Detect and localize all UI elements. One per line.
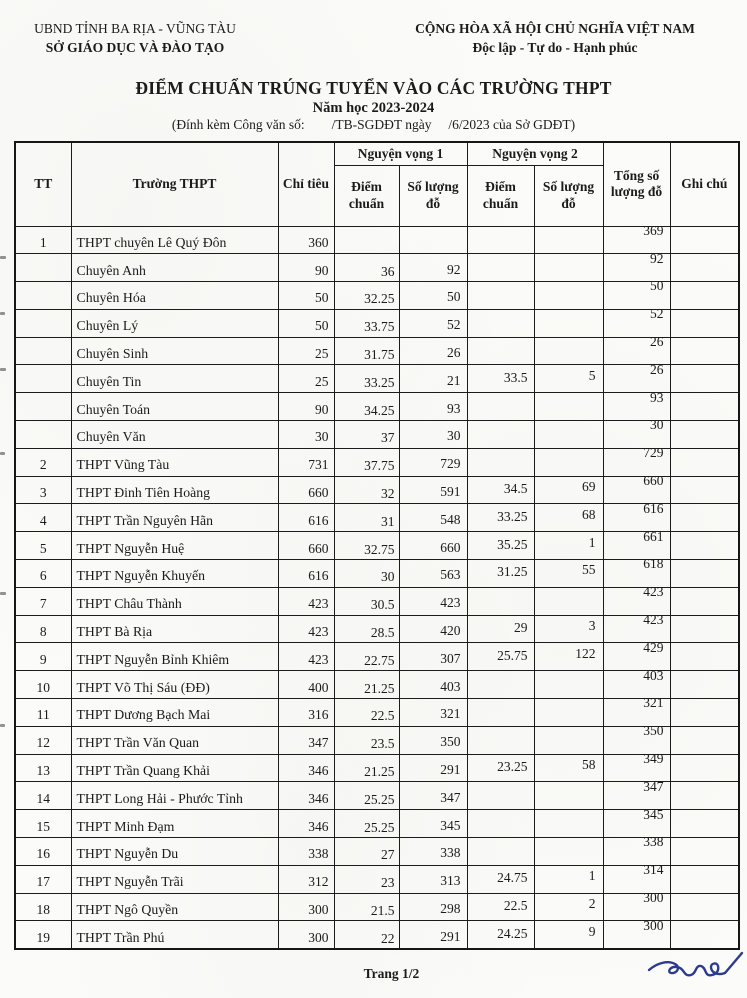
cell-tt	[15, 393, 71, 421]
cell-total-passed: 345	[603, 810, 670, 838]
cell-school-name: THPT Trần Văn Quan	[71, 726, 278, 754]
cell-nv1-passed: 291	[399, 754, 467, 782]
cell-nv2-score: 23.25	[467, 754, 534, 782]
cell-nv2-passed	[534, 393, 603, 421]
cell-nv2-passed	[534, 782, 603, 810]
table-row	[15, 337, 739, 365]
cell-total-passed: 616	[603, 504, 670, 532]
cell-note	[670, 309, 739, 337]
cell-nv1-score: 34.25	[334, 393, 399, 421]
table-row	[15, 782, 739, 810]
table-row	[15, 615, 739, 643]
cell-nv1-score: 22	[334, 921, 399, 949]
cell-nv1-score: 32	[334, 476, 399, 504]
table-row	[15, 532, 739, 560]
cell-nv2-passed: 55	[534, 560, 603, 588]
cell-school-name: THPT Nguyễn Du	[71, 838, 278, 866]
cell-nv2-score: 24.75	[467, 865, 534, 893]
cell-nv2-passed	[534, 226, 603, 254]
cell-nv2-score: 34.5	[467, 476, 534, 504]
cell-quota: 316	[278, 699, 334, 727]
cell-nv1-score: 27	[334, 838, 399, 866]
cell-total-passed: 338	[603, 838, 670, 866]
cell-total-passed: 349	[603, 754, 670, 782]
cell-tt	[15, 337, 71, 365]
col-header-nv2: Nguyện vọng 2	[467, 142, 603, 165]
cell-nv2-score	[467, 309, 534, 337]
table-row	[15, 865, 739, 893]
cell-total-passed: 300	[603, 921, 670, 949]
cell-tt	[15, 421, 71, 449]
table-row	[15, 838, 739, 866]
cell-nv1-score: 32.25	[334, 282, 399, 310]
table-row	[15, 309, 739, 337]
cell-note	[670, 560, 739, 588]
table-row	[15, 476, 739, 504]
cell-school-name: THPT Nguyễn Bỉnh Khiêm	[71, 643, 278, 671]
cell-note	[670, 365, 739, 393]
cell-nv1-passed: 563	[399, 560, 467, 588]
cell-nv1-passed: 30	[399, 421, 467, 449]
cell-nv1-passed: 313	[399, 865, 467, 893]
cell-school-name: Chuyên Anh	[71, 254, 278, 282]
scan-artifact	[0, 724, 5, 727]
cell-nv1-passed: 291	[399, 921, 467, 949]
cell-total-passed: 52	[603, 309, 670, 337]
col-header-nv1: Nguyện vọng 1	[334, 142, 467, 165]
cell-school-name: THPT Long Hải - Phước Tỉnh	[71, 782, 278, 810]
table-row	[15, 643, 739, 671]
table-row	[15, 587, 739, 615]
cell-nv1-score: 36	[334, 254, 399, 282]
cell-quota: 346	[278, 810, 334, 838]
cell-tt: 10	[15, 671, 71, 699]
cell-nv2-score	[467, 393, 534, 421]
cell-nv1-score: 31	[334, 504, 399, 532]
cell-nv2-score	[467, 726, 534, 754]
cell-tt: 8	[15, 615, 71, 643]
cell-nv2-score: 33.5	[467, 365, 534, 393]
cell-nv2-passed	[534, 309, 603, 337]
agency-parent: UBND TỈNH BA RỊA - VŨNG TÀU	[34, 21, 236, 36]
table-row	[15, 810, 739, 838]
cell-school-name: THPT Võ Thị Sáu (ĐĐ)	[71, 671, 278, 699]
cell-nv1-passed: 345	[399, 810, 467, 838]
cell-nv1-score: 22.5	[334, 699, 399, 727]
cell-quota: 423	[278, 615, 334, 643]
cell-quota: 423	[278, 643, 334, 671]
table-header	[15, 142, 739, 226]
cell-school-name: THPT Minh Đạm	[71, 810, 278, 838]
cell-tt: 18	[15, 893, 71, 921]
cell-note	[670, 532, 739, 560]
cell-nv1-score: 30.5	[334, 587, 399, 615]
cell-nv1-passed: 423	[399, 587, 467, 615]
table-row	[15, 448, 739, 476]
cell-school-name: Chuyên Lý	[71, 309, 278, 337]
cell-total-passed: 347	[603, 782, 670, 810]
cell-total-passed: 30	[603, 421, 670, 449]
cell-nv1-passed: 52	[399, 309, 467, 337]
cell-total-passed: 350	[603, 726, 670, 754]
table-row	[15, 254, 739, 282]
col-header-nv1-passed: Số lượng đỗ	[399, 165, 467, 226]
cell-quota: 616	[278, 560, 334, 588]
cell-nv1-passed: 660	[399, 532, 467, 560]
cell-tt	[15, 254, 71, 282]
table-row	[15, 504, 739, 532]
cell-nv2-passed	[534, 587, 603, 615]
cell-school-name: THPT Nguyễn Huệ	[71, 532, 278, 560]
cell-note	[670, 643, 739, 671]
cell-nv1-passed: 21	[399, 365, 467, 393]
cell-total-passed: 729	[603, 448, 670, 476]
cell-tt: 6	[15, 560, 71, 588]
col-header-total: Tổng số lượng đỗ	[603, 142, 670, 226]
cell-nv1-score: 21.25	[334, 671, 399, 699]
cell-nv2-passed: 58	[534, 754, 603, 782]
cell-total-passed: 423	[603, 615, 670, 643]
table-row	[15, 699, 739, 727]
cell-nv2-passed	[534, 838, 603, 866]
cell-nv2-passed	[534, 421, 603, 449]
cell-total-passed: 300	[603, 893, 670, 921]
cell-school-name: Chuyên Tin	[71, 365, 278, 393]
cell-nv2-passed	[534, 448, 603, 476]
cell-school-name: THPT Vũng Tàu	[71, 448, 278, 476]
cell-nv2-score: 35.25	[467, 532, 534, 560]
cell-nv2-passed: 1	[534, 532, 603, 560]
cell-nv2-score: 29	[467, 615, 534, 643]
cell-nv1-passed: 729	[399, 448, 467, 476]
cell-nv2-score: 25.75	[467, 643, 534, 671]
cell-nv1-passed: 93	[399, 393, 467, 421]
cell-quota: 30	[278, 421, 334, 449]
col-header-school: Trường THPT	[71, 142, 278, 226]
cell-nv1-score: 25.25	[334, 810, 399, 838]
cell-tt: 16	[15, 838, 71, 866]
cell-tt: 3	[15, 476, 71, 504]
cell-nv2-passed: 5	[534, 365, 603, 393]
cell-nv1-score: 33.25	[334, 365, 399, 393]
cell-total-passed: 403	[603, 671, 670, 699]
cell-nv1-passed: 347	[399, 782, 467, 810]
cell-nv2-score	[467, 337, 534, 365]
table-body	[15, 222, 739, 949]
col-header-nv2-passed: Số lượng đỗ	[534, 165, 603, 226]
table-row	[15, 226, 739, 254]
table-row	[15, 560, 739, 588]
scan-artifact	[0, 312, 5, 315]
cell-nv1-passed: 548	[399, 504, 467, 532]
scan-artifact	[0, 592, 6, 595]
cell-total-passed: 92	[603, 254, 670, 282]
cell-nv1-passed: 420	[399, 615, 467, 643]
cell-total-passed: 429	[603, 643, 670, 671]
cell-nv2-score: 24.25	[467, 921, 534, 949]
cell-quota: 423	[278, 587, 334, 615]
cell-note	[670, 726, 739, 754]
cell-total-passed: 661	[603, 532, 670, 560]
cell-nv2-passed: 9	[534, 921, 603, 949]
cell-note	[670, 226, 739, 254]
cell-nv1-passed: 50	[399, 282, 467, 310]
cell-school-name: THPT Trần Phú	[71, 921, 278, 949]
cell-nv2-passed: 69	[534, 476, 603, 504]
cell-nv2-score	[467, 587, 534, 615]
cell-quota: 300	[278, 893, 334, 921]
cell-school-name: Chuyên Sinh	[71, 337, 278, 365]
cell-nv2-passed	[534, 254, 603, 282]
cell-nv1-score: 28.5	[334, 615, 399, 643]
cell-quota: 312	[278, 865, 334, 893]
cell-note	[670, 865, 739, 893]
cell-nv1-passed: 26	[399, 337, 467, 365]
cell-total-passed: 618	[603, 560, 670, 588]
cell-nv2-passed: 3	[534, 615, 603, 643]
cell-nv1-passed: 321	[399, 699, 467, 727]
cell-nv1-passed: 591	[399, 476, 467, 504]
cell-nv2-passed: 2	[534, 893, 603, 921]
admission-score-table	[14, 141, 740, 950]
cell-tt: 17	[15, 865, 71, 893]
cell-quota: 338	[278, 838, 334, 866]
table-row	[15, 393, 739, 421]
cell-nv2-score	[467, 254, 534, 282]
cell-quota: 300	[278, 921, 334, 949]
cell-note	[670, 254, 739, 282]
cell-quota: 360	[278, 226, 334, 254]
cell-nv1-score: 30	[334, 560, 399, 588]
cell-school-name: THPT Bà Rịa	[71, 615, 278, 643]
cell-tt: 12	[15, 726, 71, 754]
table-row	[15, 671, 739, 699]
page-number: Trang 1/2	[363, 966, 420, 981]
cell-nv1-score: 31.75	[334, 337, 399, 365]
cell-nv1-passed: 403	[399, 671, 467, 699]
table-row	[15, 282, 739, 310]
cell-school-name: THPT Dương Bạch Mai	[71, 699, 278, 727]
cell-school-name: THPT Trần Quang Khải	[71, 754, 278, 782]
cell-note	[670, 476, 739, 504]
cell-note	[670, 838, 739, 866]
cell-nv1-score: 33.75	[334, 309, 399, 337]
col-header-notes: Ghi chú	[670, 142, 739, 226]
col-header-nv1-score: Điểm chuẩn	[334, 165, 399, 226]
cell-nv1-score	[334, 226, 399, 254]
cell-note	[670, 448, 739, 476]
cell-nv2-score	[467, 282, 534, 310]
cell-nv2-score: 33.25	[467, 504, 534, 532]
cell-school-name: Chuyên Hóa	[71, 282, 278, 310]
national-motto: Độc lập - Tự do - Hạnh phúc	[472, 39, 638, 55]
cell-note	[670, 810, 739, 838]
cell-note	[670, 699, 739, 727]
cell-quota: 400	[278, 671, 334, 699]
cell-quota: 616	[278, 504, 334, 532]
cell-tt: 14	[15, 782, 71, 810]
table-row	[15, 365, 739, 393]
cell-nv2-score	[467, 226, 534, 254]
col-header-nv2-score: Điểm chuẩn	[467, 165, 534, 226]
cell-quota: 346	[278, 782, 334, 810]
cell-nv2-score	[467, 810, 534, 838]
cell-tt: 2	[15, 448, 71, 476]
cell-tt: 7	[15, 587, 71, 615]
cell-nv1-passed: 307	[399, 643, 467, 671]
cell-nv1-passed	[399, 226, 467, 254]
table-row	[15, 754, 739, 782]
cell-tt: 15	[15, 810, 71, 838]
cell-tt: 5	[15, 532, 71, 560]
document-title: ĐIỂM CHUẨN TRÚNG TUYỂN VÀO CÁC TRƯỜNG THPT	[135, 78, 612, 98]
cell-tt	[15, 309, 71, 337]
cell-school-name: THPT Châu Thành	[71, 587, 278, 615]
cell-quota: 90	[278, 254, 334, 282]
cell-nv1-passed: 298	[399, 893, 467, 921]
cell-school-name: THPT chuyên Lê Quý Đôn	[71, 226, 278, 254]
cell-nv2-score	[467, 782, 534, 810]
cell-nv2-passed: 68	[534, 504, 603, 532]
cell-tt	[15, 365, 71, 393]
cell-nv2-score	[467, 699, 534, 727]
col-header-tt: TT	[15, 142, 71, 226]
cell-nv2-passed	[534, 810, 603, 838]
cell-quota: 25	[278, 337, 334, 365]
table-row	[15, 726, 739, 754]
cell-nv2-passed	[534, 726, 603, 754]
cell-quota: 25	[278, 365, 334, 393]
cell-nv1-score: 22.75	[334, 643, 399, 671]
cell-nv2-score	[467, 838, 534, 866]
national-header-block	[386, 20, 724, 58]
cell-nv2-passed: 122	[534, 643, 603, 671]
cell-nv1-score: 37	[334, 421, 399, 449]
cell-nv1-score: 21.25	[334, 754, 399, 782]
cell-total-passed: 26	[603, 337, 670, 365]
cell-total-passed: 26	[603, 365, 670, 393]
cell-note	[670, 587, 739, 615]
cell-tt: 13	[15, 754, 71, 782]
cell-nv1-score: 25.25	[334, 782, 399, 810]
cell-note	[670, 337, 739, 365]
cell-total-passed: 50	[603, 282, 670, 310]
cell-nv2-score	[467, 671, 534, 699]
cell-nv1-score: 23	[334, 865, 399, 893]
cell-nv1-passed: 350	[399, 726, 467, 754]
cell-note	[670, 754, 739, 782]
col-header-quota: Chỉ tiêu	[278, 142, 334, 226]
table-row	[15, 921, 739, 949]
cell-note	[670, 504, 739, 532]
cell-total-passed: 423	[603, 587, 670, 615]
cell-quota: 346	[278, 754, 334, 782]
national-title: CỘNG HÒA XÃ HỘI CHỦ NGHĨA VIỆT NAM	[415, 21, 695, 36]
cell-nv2-passed	[534, 337, 603, 365]
cell-quota: 660	[278, 476, 334, 504]
cell-nv2-passed	[534, 671, 603, 699]
cell-nv2-score	[467, 421, 534, 449]
scan-artifact	[0, 368, 6, 371]
cell-school-name: THPT Ngô Quyền	[71, 893, 278, 921]
cell-nv1-score: 32.75	[334, 532, 399, 560]
cell-total-passed: 660	[603, 476, 670, 504]
cell-tt: 11	[15, 699, 71, 727]
cell-total-passed: 321	[603, 699, 670, 727]
cell-tt: 9	[15, 643, 71, 671]
cell-nv2-passed: 1	[534, 865, 603, 893]
cell-note	[670, 893, 739, 921]
scan-artifact	[0, 452, 5, 455]
cell-quota: 50	[278, 282, 334, 310]
table-row	[15, 421, 739, 449]
cell-note	[670, 921, 739, 949]
attachment-note: (Đính kèm Công văn số: /TB-SGDĐT ngày /6/2023 của Sở GDĐT)	[171, 117, 576, 132]
cell-note	[670, 421, 739, 449]
cell-tt	[15, 282, 71, 310]
agency-name: SỞ GIÁO DỤC VÀ ĐÀO TẠO	[45, 39, 225, 55]
issuing-agency-block	[10, 20, 260, 58]
cell-school-name: THPT Đinh Tiên Hoàng	[71, 476, 278, 504]
cell-nv2-passed	[534, 699, 603, 727]
cell-note	[670, 393, 739, 421]
cell-tt: 19	[15, 921, 71, 949]
cell-school-name: Chuyên Văn	[71, 421, 278, 449]
cell-nv1-passed: 338	[399, 838, 467, 866]
cell-note	[670, 282, 739, 310]
cell-quota: 50	[278, 309, 334, 337]
cell-tt: 4	[15, 504, 71, 532]
cell-nv1-score: 21.5	[334, 893, 399, 921]
cell-school-name: THPT Nguyễn Khuyến	[71, 560, 278, 588]
cell-quota: 347	[278, 726, 334, 754]
cell-quota: 731	[278, 448, 334, 476]
scan-artifact	[0, 256, 6, 259]
cell-note	[670, 671, 739, 699]
cell-school-name: THPT Nguyễn Trãi	[71, 865, 278, 893]
cell-total-passed: 369	[603, 226, 670, 254]
cell-quota: 660	[278, 532, 334, 560]
cell-nv2-score: 31.25	[467, 560, 534, 588]
cell-quota: 90	[278, 393, 334, 421]
cell-tt: 1	[15, 226, 71, 254]
cell-nv2-score	[467, 448, 534, 476]
cell-total-passed: 93	[603, 393, 670, 421]
cell-total-passed: 314	[603, 865, 670, 893]
handwritten-signature	[645, 946, 747, 994]
cell-note	[670, 782, 739, 810]
cell-nv2-score: 22.5	[467, 893, 534, 921]
cell-nv1-passed: 92	[399, 254, 467, 282]
school-year-subtitle: Năm học 2023-2024	[312, 100, 435, 116]
cell-nv1-score: 37.75	[334, 448, 399, 476]
table-row	[15, 893, 739, 921]
cell-note	[670, 615, 739, 643]
cell-school-name: Chuyên Toán	[71, 393, 278, 421]
cell-nv1-score: 23.5	[334, 726, 399, 754]
cell-school-name: THPT Trần Nguyên Hãn	[71, 504, 278, 532]
cell-nv2-passed	[534, 282, 603, 310]
